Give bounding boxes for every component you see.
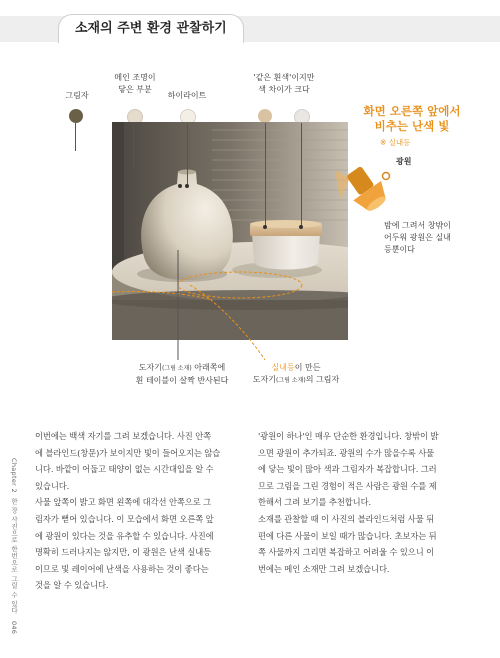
caption-reflection: 도자기(그림 소재) 아래쪽에 흰 테이블이 살짝 반사된다: [135, 363, 229, 385]
shadow-label: 그림자: [65, 91, 89, 100]
faint-lit-label: 메인 조명이 닿은 부분: [114, 73, 156, 94]
highlight-label: 하이라이트: [167, 91, 207, 100]
body-column-left: 이번에는 백색 자기를 그려 보겠습니다. 사진 안쪽 에 블라인드(창문)가 보이지만 빛이 들어오지는 않습 니다. 바깥이 어둡고 태양이 없는 시간대입을 알 수 있습니다. 사물 앞쪽이 밝고 화면 왼쪽에 대각선 안쪽으로 그 림자가 뻗어 있습니다. 이 모습에서 화면 오른쪽 앞 에 광원이 있다는 것을 유추할 수 있습니다. 사진에 명확히 드러나지는 않지만, 이 광원은 난색 실내등 이므로 빛 레이어에 난색을 사용하는 것이 좋다는 것을 알 수 있습니다.: [35, 431, 221, 591]
spotlight-icon: [338, 160, 398, 220]
room-note: 밤에 그려서 창밖이 어두워 광원은 실내 등뿐이다: [384, 221, 451, 254]
light-source-label: 광원: [396, 157, 412, 166]
light-callout-title: 화면 오른쪽 앞에서 비추는 난색 빛: [363, 104, 461, 133]
same-white-label: '같은 흰색'이지만 색 차이가 크다: [253, 73, 315, 94]
light-callout-note: ※ 실내등: [380, 138, 411, 147]
caption-shadow: 실내등이 만든 도자기(그림 소재)의 그림자: [252, 363, 340, 384]
section-title: 소재의 주변 환경 관찰하기: [58, 14, 244, 43]
body-column-right: '광원이 하나'인 매우 단순한 환경입니다. 창밖이 밝 으면 광원이 추가되죠. 광원의 수가 많을수록 사물 에 닿는 빛이 많아 색과 그림자가 복잡합니다. 그러 므로 그림을 그린 경험이 적은 사람은 광원 수를 제 한해서 그려 보기를 추천합니다. 소재를 관찰할 때 이 사진의 블라인드처럼 사물 뒤 편에 다른 사물이 보일 때가 많습니다. 초보자는 뒤 쪽 사물까지 그리면 복잡하고 어려울 수 있으니 이 번에는 메인 소재만 그려 보겠습니다.: [258, 431, 439, 574]
chapter-sidebar: Chapter 2 한 장 사진으로 한번으로 그릴 수 있다 046: [10, 458, 18, 635]
